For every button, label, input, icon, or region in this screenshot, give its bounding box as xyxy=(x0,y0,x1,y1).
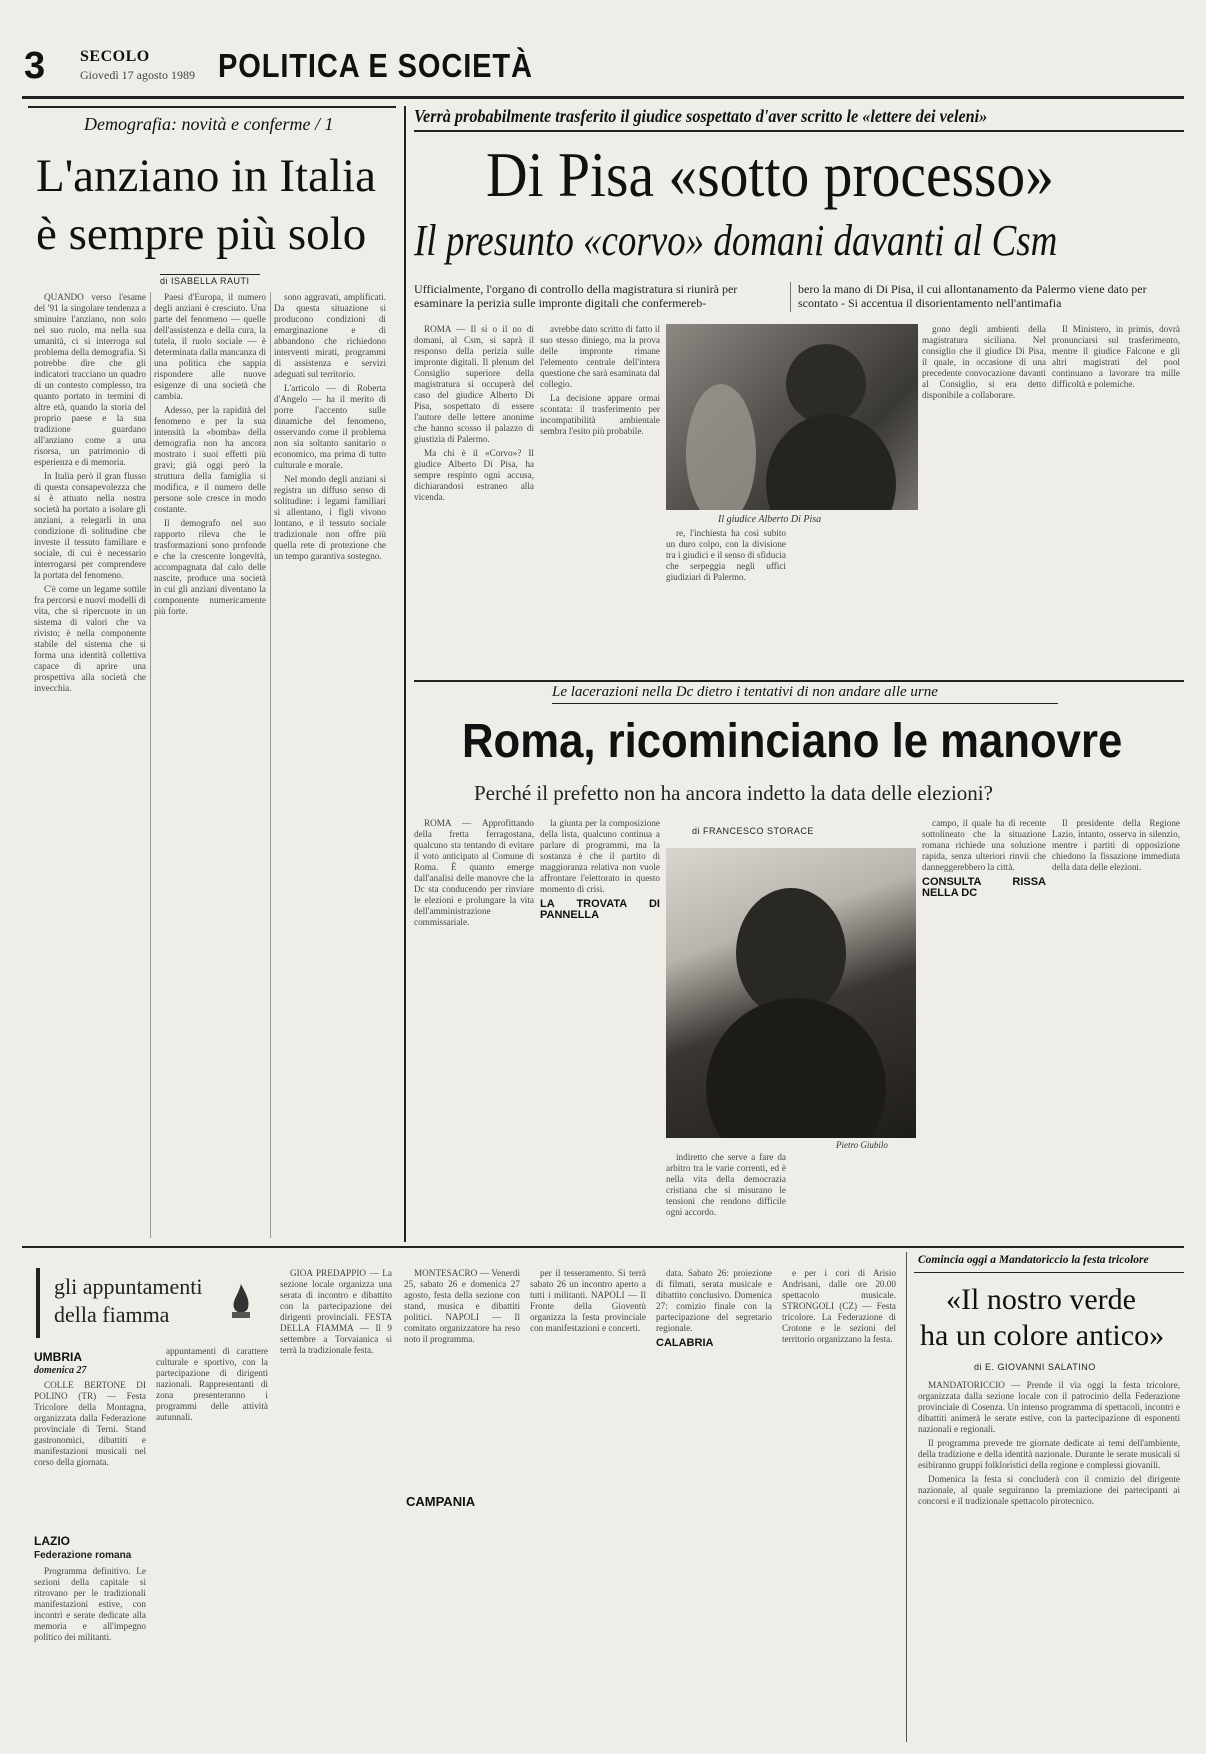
dipisa-standfirst-left: Ufficialmente, l'organo di controllo della magistratura si riunirà per esaminare la perizia sulle impronte digitali che confermereb- xyxy=(414,282,738,310)
appuntamenti-col4-p1: MONTESACRO — Venerdì 25, sabato 26 e domenica 27 agosto, festa della sezione con stand, musica e dibattiti politici. NAPOLI — Il comitato organizzatore ha reso noto il programma. xyxy=(404,1268,520,1344)
dipisa-standfirst-right: bero la mano di Di Pisa, il cui allontanamento da Palermo viene dato per scontato - Si accentua il disorientamento nell'antimafia xyxy=(798,282,1147,310)
appuntamenti-day: domenica 27 xyxy=(34,1365,87,1376)
dipisa-col-2 xyxy=(540,324,660,676)
verde-vertical-rule xyxy=(906,1252,907,1742)
appuntamenti-region-calabria: CALABRIA xyxy=(656,1337,714,1349)
roma-headline: Roma, ricominciano le manovre xyxy=(462,715,1123,768)
dipisa-headline: Di Pisa «sotto processo» xyxy=(486,139,1054,210)
left-col-divider-2 xyxy=(270,292,271,1238)
appuntamenti-col-2 xyxy=(156,1346,268,1742)
roma-kicker-rule xyxy=(552,703,1058,704)
left-col-divider-1 xyxy=(150,292,151,1238)
roma-top-rule xyxy=(414,680,1184,682)
photo-figure xyxy=(766,414,896,510)
roma-kicker: Le lacerazioni nella Dc dietro i tentativi di non andare alle urne xyxy=(552,684,938,700)
dipisa-col5-p1: Il Ministero, in primis, dovrà pronunciarsi sul trasferimento, mentre il giudice Falcone e gli altri magistrati del pool continuano a lavorare tra mille difficoltà e polemiche. xyxy=(1052,324,1180,389)
roma-col-1 xyxy=(414,818,534,1238)
roma-col3-p1: indiretto che serve a fare da arbitro tra le varie correnti, ed è nella vita della democrazia cristiana che si misurano le tensioni che rendono difficile ogni accordo. xyxy=(666,1152,786,1217)
left-byline-rule xyxy=(160,274,260,275)
appuntamenti-col6-p1: data. Sabato 26: proiezione di filmati, serata musicale e dibattito conclusivo. Domenica 27: comizio finale con la partecipazione del segretario regionale. xyxy=(656,1268,772,1333)
dipisa-col-4 xyxy=(922,324,1046,676)
roma-subheadline: Perché il prefetto non ha ancora indetto la data delle elezioni? xyxy=(474,781,993,805)
left-col3-p3: Nel mondo degli anziani si registra un diffuso senso di solitudine: i legami familiari si allentano, i figli vivono lontano, e il tessuto sociale tradizionale non offre più quella rete di protezione che un tempo garantiva sostegno. xyxy=(274,474,386,561)
appuntamenti-box xyxy=(36,1268,264,1338)
left-headline-2: è sempre più solo xyxy=(36,208,367,260)
appuntamenti-col-6 xyxy=(656,1268,772,1742)
verde-body-p1: MANDATORICCIO — Prende il via oggi la festa tricolore, organizzata dalla sezione locale con il patrocinio della Federazione provinciale di Cosenza. Un intenso programma di spettacoli, incontri e dibattiti animerà le serate estive, con la partecipazione di esponenti nazionali e regionali. xyxy=(918,1380,1180,1434)
left-col1-p1: QUANDO verso l'esame del '91 la singolare tendenza a sminuire l'anziano, non solo nel suo ruolo, ma nella sua umanità, ci si interroga sul problema della demografia. Si potrebbe dire che gli indicatori tracciano un quadro di un contesto complesso, tra quanto portato in termini di altre età, quando la storia del proprio paese e la sua tradizione guardano all'anziano come a una risorsa, un patrimonio di esperienza e di memoria. xyxy=(34,292,146,467)
dipisa-col-5 xyxy=(1052,324,1180,676)
appuntamenti-col-5 xyxy=(530,1268,646,1742)
roma-byline: di FRANCESCO STORACE xyxy=(692,826,814,836)
bottom-section-rule xyxy=(22,1246,1184,1248)
verde-headline-2: ha un colore antico» xyxy=(920,1319,1165,1352)
left-col2-p1: Paesi d'Europa, il numero degli anziani è cresciuto. Una parte del fenomeno — quelle dell'assistenza e della cura, la tutela, il ruolo sociale — è determinata dalla mancanza di una politica che sappia rispondere alle nuove esigenze di una società che cambia. xyxy=(154,292,266,401)
verde-kicker: Comincia oggi a Mandatoriccio la festa tricolore xyxy=(918,1254,1149,1266)
appuntamenti-region-umbria: UMBRIA xyxy=(34,1350,82,1364)
appuntamenti-region-campania: CAMPANIA xyxy=(406,1494,476,1509)
dipisa-col1-p1: ROMA — Il sì o il no di domani, al Csm, si saprà il responso della perizia sulle impronte digitali. Il plenum del Consiglio superiore della magistratura si occuperà del caso del giudice Alberto Di Pisa, sospettato di essere l'autore delle lettere anonime che hanno scosso il palazzo di giustizia di Palermo. xyxy=(414,324,534,444)
dipisa-col4-p1: gono degli ambienti della magistratura siciliana. Nel consiglio che il giudice Di Pisa, il quale, in occasione di una precedente convocazione davanti al Consiglio, si era detto disponibile a collaborare. xyxy=(922,324,1046,400)
dipisa-photo xyxy=(666,324,918,510)
left-col-1 xyxy=(34,292,146,1238)
dipisa-photo-caption: Il giudice Alberto Di Pisa xyxy=(718,514,822,525)
left-byline: di ISABELLA RAUTI xyxy=(160,276,250,286)
appuntamenti-col1-p1: COLLE BERTONE DI POLINO (TR) — Festa Tricolore della Montagna, organizzata dalla Federazione provinciale di Terni. Stand gastronomici, dibattiti e manifestazioni musicali nel corso della giornata. xyxy=(34,1380,146,1467)
appuntamenti-col-4 xyxy=(404,1268,520,1488)
dipisa-col2-p1: avrebbe dato scritto di fatto il suo stesso diniego, ma la prova delle impronte rimane l'elemento centrale dell'intera questione che sarà esaminata dal collegio. xyxy=(540,324,660,389)
appuntamenti-title-1: gli appuntamenti xyxy=(54,1274,203,1299)
paper-name: SECOLO xyxy=(80,48,150,65)
left-col1-p3: C'è come un legame sottile fra percorsi e nuovi modelli di vita, che si ripercuote in un sistema di valori che va rivisto; è nella componente stabile del sistema che si forma una identità collettiva capace di aprire una prospettiva alla società che invecchia. xyxy=(34,584,146,693)
roma-col5-p1: Il presidente della Regione Lazio, intanto, osserva in silenzio, mentre i partiti di opposizione chiedono la fissazione immediata della data delle elezioni. xyxy=(1052,818,1180,872)
left-col3-p1: sono aggravati, amplificati. Da questa situazione si producono condizioni di emarginazione e di abbandono che richiedono interventi mirati, programmi di assistenza e servizi adeguati sul territorio. xyxy=(274,292,386,379)
roma-col-4 xyxy=(922,818,1046,1238)
dipisa-kicker-rule xyxy=(414,130,1184,132)
roma-subhead-pannella: LA TROVATA DI PANNELLA xyxy=(540,898,660,921)
masthead-rule xyxy=(22,96,1184,99)
dipisa-col2-p2: La decisione appare ormai scontata: il trasferimento per incompatibilità ambientale sembra l'esito più probabile. xyxy=(540,393,660,436)
appuntamenti-col5-p1: per il tesseramento. Si terrà sabato 26 un incontro aperto a tutti i militanti. NAPOLI — Il Fronte della Gioventù organizza la festa provinciale con manifestazioni e concerti. xyxy=(530,1268,646,1333)
roma-col-5 xyxy=(1052,818,1180,1238)
roma-col2-p1: la giunta per la composizione della lista, qualcuno continua a parlare di programmi, ma la sostanza è che il partito di maggioranza relativa non vuole affrontare l'elettorato in questo momento di crisi. xyxy=(540,818,660,894)
dipisa-subheadline: Il presunto «corvo» domani davanti al Csm xyxy=(414,216,1058,265)
left-col1-p2: In Italia però il gran flusso di questa consapevolezza che si è attuato nella nostra società ha portato a isolare gli anziani, a relegarli in una condizione di solitudine che investe il tessuto familiare e sociale, di cui è necessario interrogarsi per comprendere la portata del fenomeno. xyxy=(34,471,146,580)
left-kicker: Demografia: novità e conferme / 1 xyxy=(84,114,334,134)
left-col-2 xyxy=(154,292,266,1238)
roma-col-2 xyxy=(540,818,660,1238)
appuntamenti-federazione: Federazione romana xyxy=(34,1550,132,1561)
section-title: POLITICA E SOCIETÀ xyxy=(218,47,533,84)
roma-col4-p1: campo, il quale ha di recente sottolineato che la situazione romana richiede una soluzione rapida, senza ulteriori rinvii che danneggerebbero la città. xyxy=(922,818,1046,872)
left-vertical-rule xyxy=(404,106,406,1242)
verde-headline-1: «Il nostro verde xyxy=(946,1283,1136,1316)
left-col3-p2: L'articolo — di Roberta d'Angelo — ha il merito di porre l'accento sulle dinamiche del fenomeno, osservando come il problema non sia soltanto sanitario o economico, ma prima di tutto culturale e morale. xyxy=(274,383,386,470)
verde-kicker-rule xyxy=(914,1272,1184,1273)
appuntamenti-col-1b xyxy=(34,1566,146,1742)
appuntamenti-col-7 xyxy=(782,1268,896,1742)
appuntamenti-region-lazio: LAZIO xyxy=(34,1534,70,1548)
left-col2-p2: Adesso, per la rapidità del fenomeno e per la sua intensità la «bomba» della demografia non ha ancora mostrato i suoi effetti più gravi; già oggi però la struttura della famiglia si modifica, e il numero delle persone sole cresce in modo costante. xyxy=(154,405,266,514)
roma-photo-caption: Pietro Giubilo xyxy=(836,1140,888,1150)
roma-col1-p1: ROMA — Approfittando della fretta ferragostana, qualcuno sta tentando di evitare il voto anticipato al Comune di Roma. È quanto emerge dall'analisi delle manovre che la Dc sta conducendo per rinviare le elezioni e prolungare la vita dell'amministrazione commissariale. xyxy=(414,818,534,927)
appuntamenti-title-2: della fiamma xyxy=(54,1302,170,1327)
dipisa-col-1 xyxy=(414,324,534,676)
roma-subhead-consulta: CONSULTA RISSA NELLA DC xyxy=(922,876,1046,899)
verde-body-p3: Domenica la festa si concluderà con il comizio del dirigente nazionale, al quale seguiranno la premiazione dei partecipanti ai concorsi e il tradizionale spettacolo pirotecnico. xyxy=(918,1474,1180,1506)
appuntamenti-col1-p2: Programma definitivo. Le sezioni della capitale si ritrovano per le tradizionali manifestazioni estive, con incontri e serate dedicate alla memoria e all'impegno politico dei militanti. xyxy=(34,1566,146,1642)
dipisa-col3-p1: re, l'inchiesta ha così subito un duro colpo, con la divisione tra i giudici e il senso di sfiducia che serpeggia negli uffici giudiziari di Palermo. xyxy=(666,528,786,582)
left-col-3 xyxy=(274,292,386,1238)
appuntamenti-col2-p1: appuntamenti di carattere culturale e sportivo, con la partecipazione di dirigenti nazionali. Rappresentanti di zona presenteranno i programmi delle attività autunnali. xyxy=(156,1346,268,1422)
dipisa-col1-p2: Ma chi è il «Corvo»? Il giudice Alberto Di Pisa, ha sempre respinto ogni accusa, dichiarandosi estraneo alla vicenda. xyxy=(414,448,534,502)
appuntamenti-col-3 xyxy=(280,1268,392,1742)
left-headline-1: L'anziano in Italia xyxy=(36,150,376,202)
photo-figure xyxy=(786,344,866,424)
dipisa-standfirst-divider xyxy=(790,282,791,312)
verde-body xyxy=(918,1380,1180,1742)
page-number: 3 xyxy=(24,45,46,87)
dipisa-kicker: Verrà probabilmente trasferito il giudice sospettato d'aver scritto le «lettere dei veleni» xyxy=(414,106,988,126)
appuntamenti-col3-p1: GIOA PREDAPPIO — La sezione locale organizza una serata di incontro e dibattito con la partecipazione dei dirigenti provinciali. FESTA DELLA FIAMMA — Il 9 settembre a Torvaianica si terrà la tradizionale festa. xyxy=(280,1268,392,1355)
issue-date: Giovedì 17 agosto 1989 xyxy=(80,68,195,82)
left-box-top xyxy=(28,106,396,108)
verde-body-p2: Il programma prevede tre giornate dedicate ai temi dell'ambiente, della tradizione e della identità nazionale. Durante le serate musicali si esibiranno gruppi folkloristici della regione e complessi giovanili. xyxy=(918,1438,1180,1470)
dipisa-col-3 xyxy=(666,528,786,676)
roma-photo xyxy=(666,848,916,1138)
left-col2-p3: Il demografo nel suo rapporto rileva che le trasformazioni sono profonde e che la crescente longevità, accompagnata dal calo delle nascite, produce una società in cui gli anziani diventano la componente numericamente più forte. xyxy=(154,518,266,616)
appuntamenti-col-1 xyxy=(34,1380,146,1530)
appuntamenti-col7-p1: e per i cori di Arisio Andrisani, dalle ore 20.00 spettacolo musicale. STRONGOLI (CZ) — Festa tricolore. La Federazione di Crotone e le sezioni del territorio organizzano la festa. xyxy=(782,1268,896,1344)
photo-figure xyxy=(686,384,756,510)
verde-byline: di E. GIOVANNI SALATINO xyxy=(974,1362,1096,1372)
flame-icon xyxy=(228,1282,254,1322)
roma-col-3 xyxy=(666,1152,786,1240)
photo-figure xyxy=(706,998,886,1138)
